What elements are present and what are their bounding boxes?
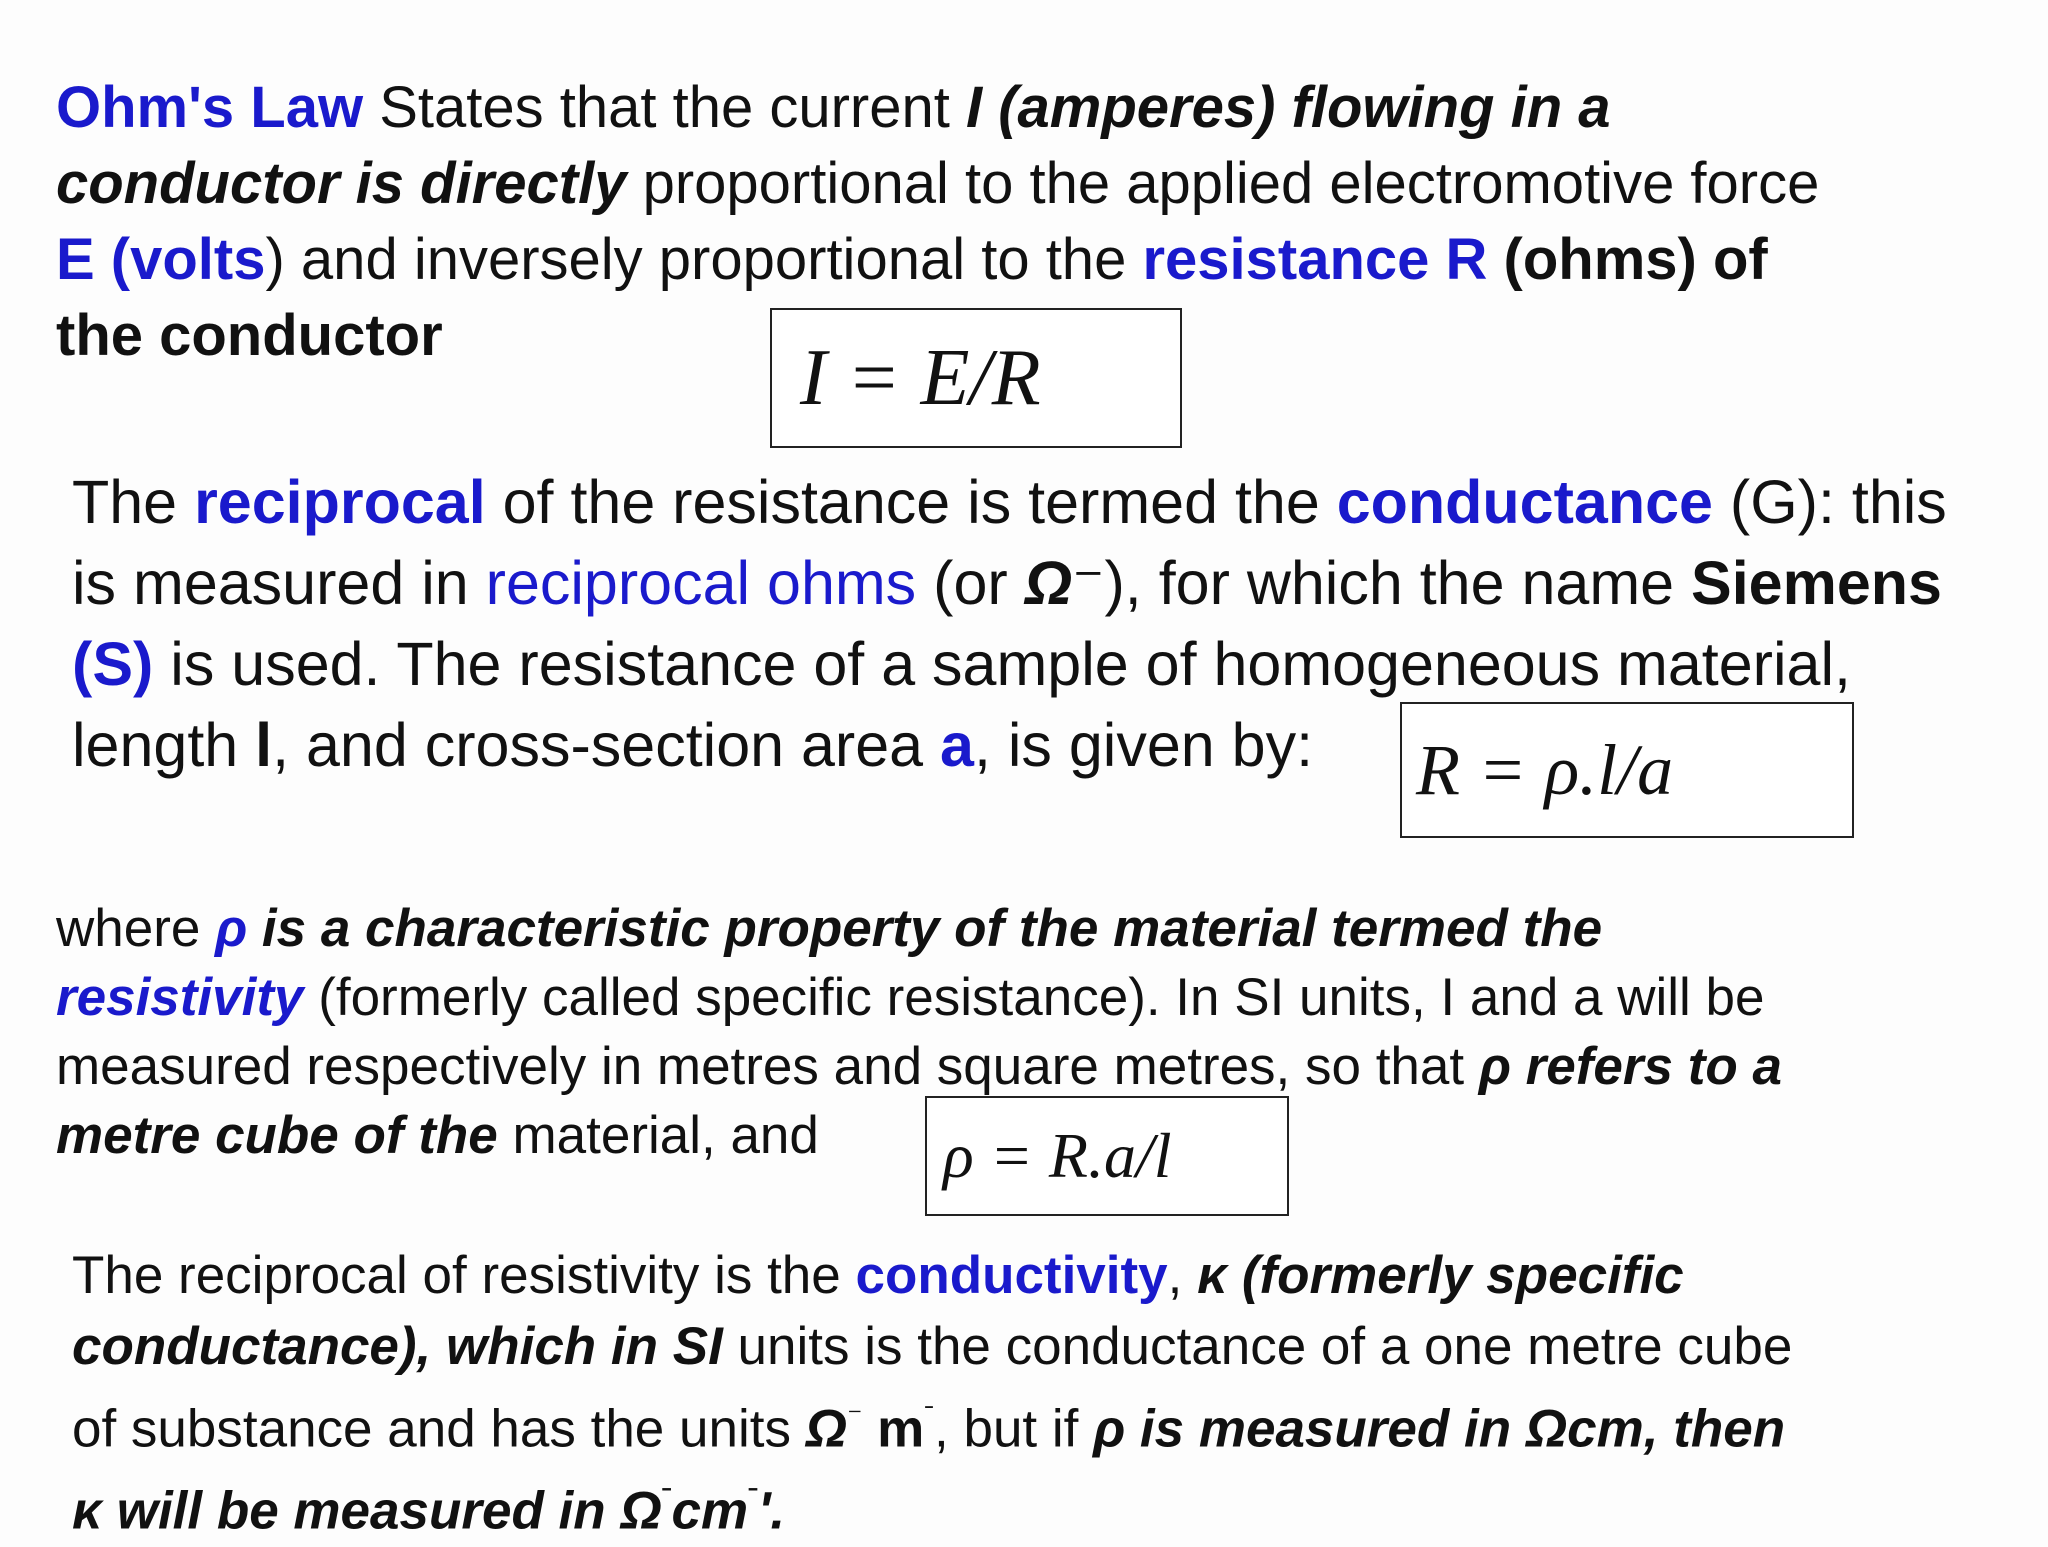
omega-symbol: Ω (1024, 549, 1073, 617)
text: is used. The resistance of a sample of homogeneous material, (153, 630, 1851, 698)
p1-line-1 (56, 70, 1819, 146)
text: '. (757, 1481, 786, 1541)
p3-line-2 (56, 963, 1782, 1032)
text: (formerly called specific resistance). In SI units, I and a will be (303, 968, 1765, 1027)
p3-line-1 (56, 894, 1782, 963)
rho-symbol: ρ (215, 899, 248, 958)
text: conductance), which in SI (72, 1317, 723, 1376)
text: (ohms) of (1487, 227, 1768, 292)
superscript-minus: ˉ (924, 1401, 935, 1433)
text: proportional to the applied electromotive force (626, 151, 1820, 216)
text: , but if (934, 1399, 1094, 1459)
p4-line-2 (72, 1311, 1792, 1382)
p2-line-3 (72, 624, 1947, 705)
p4-line-3 (72, 1382, 1792, 1464)
resistance-term: resistance R (1142, 227, 1488, 292)
p4-line-4 (72, 1464, 1792, 1546)
p4-line-1 (72, 1240, 1792, 1311)
text: of the resistance is termed the (485, 468, 1337, 536)
formula-text: R = ρ.l/a (1416, 729, 1674, 810)
formula-resistance (1400, 702, 1854, 838)
reciprocal-term: reciprocal (194, 468, 486, 536)
superscript-minus: ˉ (661, 1483, 672, 1516)
p3-line-4 (56, 1101, 1782, 1170)
omega-symbol: Ω (805, 1399, 848, 1459)
p1-line-2 (56, 146, 1819, 222)
text: The reciprocal of resistivity is the (72, 1246, 856, 1305)
siemens-symbol: (S) (72, 630, 154, 698)
text: (G): this (1712, 468, 1947, 536)
text: , is given by: (973, 711, 1314, 779)
metre-unit: m (862, 1399, 925, 1459)
resistivity-paragraph (56, 894, 1782, 1170)
text: length (72, 711, 256, 779)
superscript-minus: ⁻ (847, 1401, 863, 1433)
text: of substance and has the units (72, 1399, 806, 1459)
text: κ will be measured in Ω (72, 1481, 662, 1541)
text: cm (671, 1481, 749, 1541)
resistivity-term: resistivity (56, 968, 304, 1027)
text: ρ is measured in Ωcm, then (1093, 1399, 1786, 1459)
text: units is the conductance of a one metre cube (722, 1317, 1793, 1376)
text: (or (916, 549, 1025, 617)
text: , (1167, 1246, 1198, 1305)
text: The (72, 468, 195, 536)
text: where (56, 899, 216, 958)
text: κ (formerly specific (1197, 1246, 1684, 1305)
text: measured respectively in metres and square metres, so that (56, 1037, 1479, 1096)
p2-line-1 (72, 462, 1947, 543)
ohms-law-term: Ohm's Law (56, 75, 364, 140)
superscript-minus: ⁻ (1072, 549, 1105, 617)
text: metre cube of the (56, 1106, 498, 1165)
siemens-term: Siemens (1691, 549, 1942, 617)
text: ), for which the name (1104, 549, 1692, 617)
formula-text: I = E/R (800, 333, 1041, 422)
formula-resistivity (925, 1096, 1289, 1216)
conductivity-term: conductivity (855, 1246, 1168, 1305)
text: I (amperes) flowing in a (965, 75, 1611, 140)
p1-line-3 (56, 222, 1819, 298)
text: is measured in (72, 549, 486, 617)
superscript-minus: ˉ (748, 1483, 758, 1516)
reciprocal-ohms-term: reciprocal ohms (485, 549, 917, 617)
text: States that the current (363, 75, 966, 140)
text: material, and (497, 1106, 819, 1165)
p2-line-2 (72, 543, 1947, 624)
text: is a characteristic property of the material termed the (247, 899, 1603, 958)
emf-term: E (volts (56, 227, 266, 292)
conductivity-paragraph (72, 1240, 1792, 1547)
text: ρ refers to a (1478, 1037, 1782, 1096)
area-symbol: a (940, 711, 974, 779)
formula-text: ρ = R.a/l (943, 1120, 1172, 1191)
conductance-term: conductance (1336, 468, 1713, 536)
length-symbol: l (255, 711, 273, 779)
text: ) and inversely proportional to the (265, 227, 1143, 292)
text: , and cross-section area (272, 711, 941, 779)
p3-line-3 (56, 1032, 1782, 1101)
text: the conductor (56, 303, 443, 368)
text: conductor is directly (56, 151, 627, 216)
formula-ohms-law (770, 308, 1182, 448)
